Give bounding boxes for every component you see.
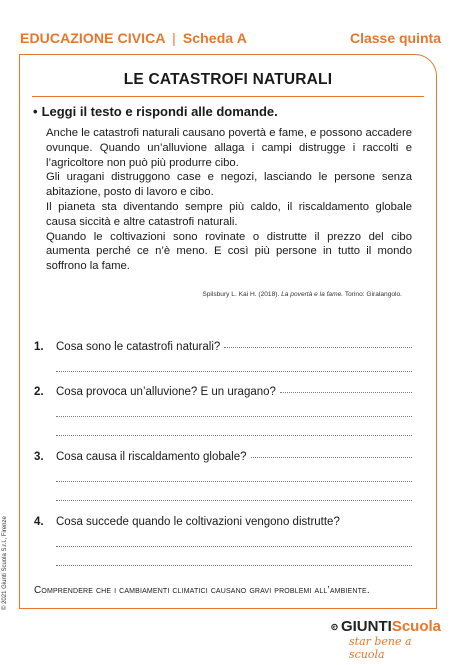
paragraph: Il pianeta sta diventando sempre più caldo, il riscaldamento globale causa siccità e altre catastrofi naturali.	[46, 200, 412, 228]
copyright-text: © 2021 Giunti Scuola S.r.l., Firenze	[2, 516, 8, 610]
answer-line[interactable]	[280, 391, 412, 393]
subject-label: EDUCAZIONE CIVICA	[20, 30, 166, 46]
question-number: 2.	[34, 386, 44, 398]
question-2	[34, 386, 412, 436]
citation	[202, 291, 402, 298]
sheet-label: Scheda A	[182, 30, 247, 46]
answer-line[interactable]	[56, 546, 412, 547]
question-number: 3.	[34, 451, 44, 463]
question-4	[34, 516, 412, 566]
grade-label: Classe quinta	[349, 30, 441, 46]
paragraph: Anche le catastrofi naturali causano povertà e fame, e possono accadere ovunque. Quando un’alluvione allaga i campi distrugge i raccolti e l’agricoltore non può più produrre cibo.	[46, 127, 412, 169]
question-text: Cosa sono le catastrofi naturali?	[56, 341, 221, 353]
brand-tagline: star bene a scuola	[349, 635, 412, 661]
answer-line[interactable]	[56, 416, 412, 417]
copyright-notice	[2, 516, 12, 620]
citation-authors: Spilsbury L. Kai H. (2018).	[202, 291, 280, 298]
title-divider	[32, 96, 424, 97]
answer-line[interactable]	[224, 346, 412, 348]
answer-line[interactable]	[56, 500, 412, 501]
answer-line[interactable]	[56, 481, 412, 482]
answer-line[interactable]	[56, 371, 412, 372]
question-number: 1.	[34, 341, 44, 353]
header-separator: |	[172, 30, 176, 46]
answer-line[interactable]	[251, 456, 413, 458]
question-text: Cosa causa il riscaldamento globale?	[56, 451, 247, 463]
question-1	[34, 341, 412, 372]
citation-publisher: Torino: Giralangolo.	[344, 291, 402, 298]
reading-text	[46, 126, 412, 274]
bullet-icon: •	[33, 104, 38, 119]
learning-objective: Comprendere che i cambiamenti climatici causano gravi problemi all’ambiente.	[34, 585, 370, 596]
instruction-text: Leggi il testo e rispondi alle domande.	[41, 104, 278, 119]
page-header	[20, 30, 441, 50]
giunti-logo-icon	[331, 620, 338, 634]
brand-name-part2: Scuola	[391, 618, 441, 635]
subject-heading	[20, 30, 247, 46]
answer-line[interactable]	[56, 565, 412, 566]
question-text: Cosa succede quando le coltivazioni vengono distrutte?	[56, 516, 340, 528]
question-number: 4.	[34, 516, 44, 528]
citation-book: La povertà e la fame.	[281, 291, 344, 298]
paragraph: Gli uragani distruggono case e negozi, lasciando le persone senza abitazione, posto di lavoro e cibo.	[46, 171, 412, 199]
answer-line[interactable]	[56, 435, 412, 436]
brand-name-part1: GIUNTI	[340, 618, 392, 635]
question-text: Cosa provoca un’alluvione? E un uragano?	[56, 386, 276, 398]
publisher-logo	[331, 618, 441, 661]
worksheet-frame	[19, 54, 437, 609]
worksheet-title: LE CATASTROFI NATURALI	[123, 71, 333, 88]
instruction	[33, 104, 278, 119]
paragraph: Quando le coltivazioni sono rovinate o distrutte il prezzo del cibo aumenta perché ce n’è meno. E così più persone in tutto il mondo soffrono la fame.	[46, 230, 412, 273]
question-3	[34, 451, 412, 501]
